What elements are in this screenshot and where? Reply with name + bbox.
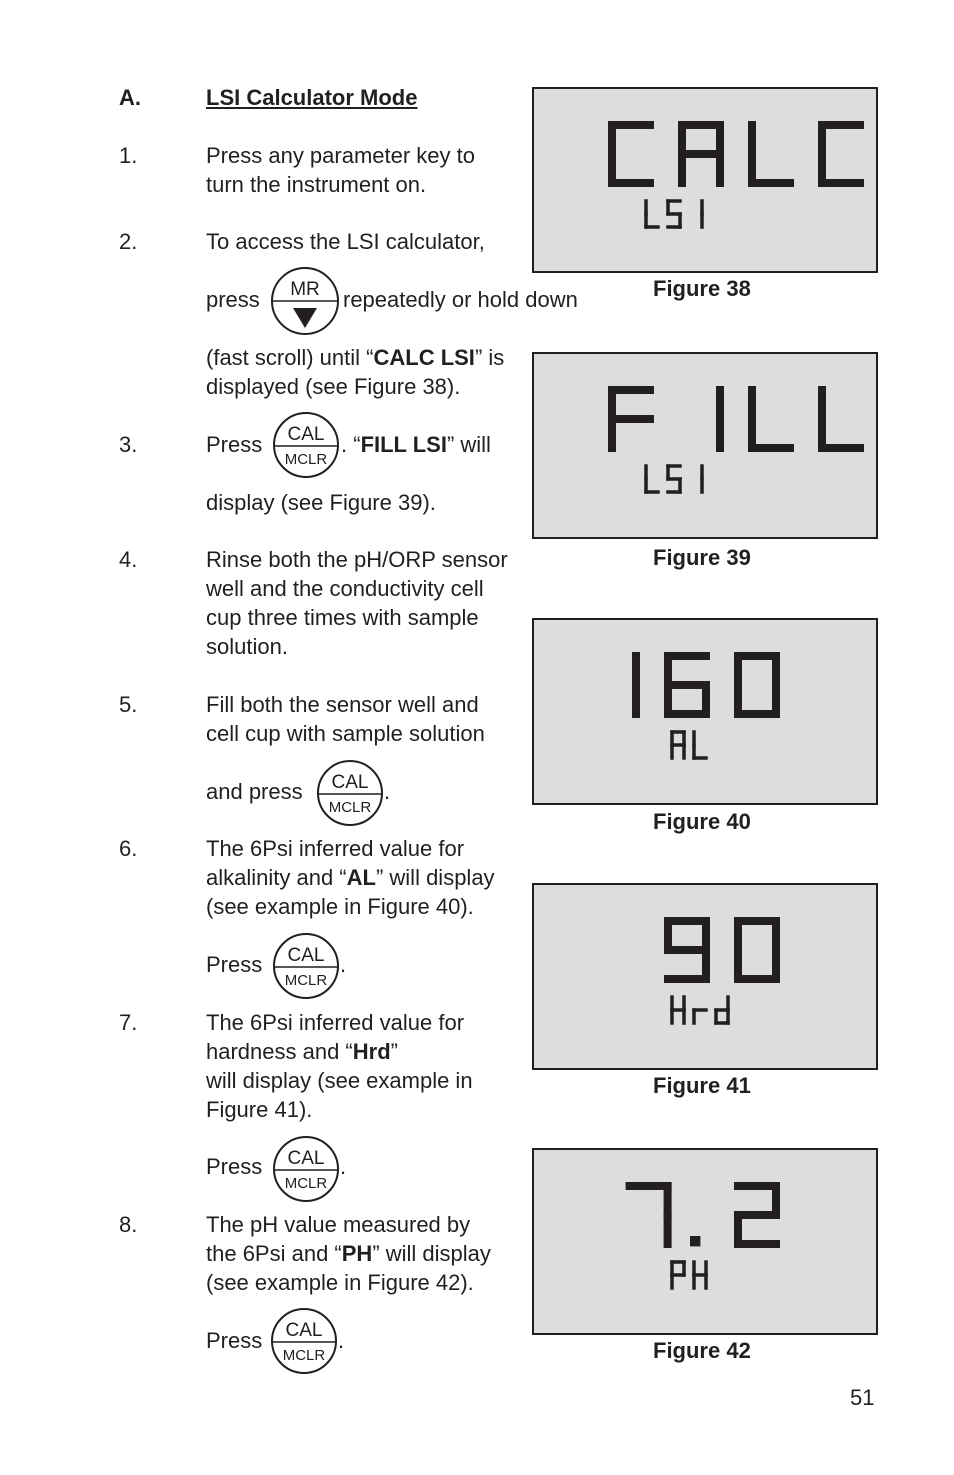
step-text: Rinse both the pH/ORP sensor [206,547,508,572]
step-text: . [338,1328,345,1353]
cal-key-icon [270,1307,338,1375]
step-text: will display (see example in [206,1068,473,1093]
lcd-readout [534,1150,876,1333]
lcd-display [532,618,878,805]
cal-key-icon [272,1135,340,1203]
step-text: alkalinity and “AL” will display [206,865,495,890]
cal-key-label: CAL [287,1148,325,1169]
step-text: The 6Psi inferred value for [206,836,465,861]
step-number: 7. [119,1010,138,1035]
step-text: Fill both the sensor well and [206,692,479,717]
cal-key-label: CAL [287,945,325,966]
lcd-display [532,352,878,539]
lcd-readout [534,885,876,1068]
mr-key-icon [270,266,340,336]
lcd-display [532,87,878,273]
lcd-readout [534,89,876,271]
lcd-display [532,1148,878,1335]
cal-key-icon [316,759,384,827]
step-text: press [206,287,260,312]
cal-key-label: CAL [331,772,369,793]
mclr-key-label: MCLR [284,451,328,468]
step-text: repeatedly or hold down [343,287,578,312]
step-text: displayed (see Figure 38). [206,374,461,399]
lcd-readout [534,620,876,803]
mclr-key-label: MCLR [284,972,328,989]
step-text: . “FILL LSI” will [341,432,491,457]
step-text: Press any parameter key to [206,143,476,168]
step-text: Press [206,1154,263,1179]
step-text: . [340,1154,347,1179]
mr-key-label: MR [290,279,320,300]
mclr-key-label: MCLR [284,1175,328,1192]
lcd-display [532,883,878,1070]
step-text: and press [206,779,303,804]
step-text: (see example in Figure 42). [206,1270,474,1295]
step-text: the 6Psi and “PH” will display [206,1241,491,1266]
step-text: turn the instrument on. [206,172,427,197]
step-number: 5. [119,692,138,717]
lcd-readout [534,354,876,537]
figure-caption: Figure 41 [653,1073,751,1098]
cal-key-icon [272,932,340,1000]
lcd-decimal-point [690,1236,700,1246]
step-number: 2. [119,229,138,254]
step-text: display (see Figure 39). [206,490,436,515]
step-text: Press [206,952,263,977]
step-number: 8. [119,1212,138,1237]
step-text: The 6Psi inferred value for [206,1010,465,1035]
figure-caption: Figure 42 [653,1338,751,1363]
section-letter: A. [119,85,141,110]
step-text: . [340,952,347,977]
step-text: cup three times with sample [206,605,479,630]
section-title: LSI Calculator Mode [206,85,418,110]
step-text: well and the conductivity cell [206,576,484,601]
cal-key-label: CAL [285,1320,323,1341]
page-number: 51 [850,1385,875,1410]
mclr-key-label: MCLR [328,799,372,816]
cal-key-label: CAL [287,424,325,445]
figure-caption: Figure 39 [653,545,751,570]
step-number: 6. [119,836,138,861]
step-number: 1. [119,143,138,168]
step-text: (see example in Figure 40). [206,894,474,919]
figure-caption: Figure 40 [653,809,751,834]
step-text: (fast scroll) until “CALC LSI” is [206,345,505,370]
step-text: To access the LSI calculator, [206,229,485,254]
cal-key-icon [272,411,340,479]
step-text: Figure 41). [206,1097,313,1122]
step-text: Press [206,432,263,457]
step-text: . [384,779,391,804]
step-text: cell cup with sample solution [206,721,485,746]
mclr-key-label: MCLR [282,1347,326,1364]
step-number: 3. [119,432,138,457]
step-text: Press [206,1328,263,1353]
step-text: solution. [206,634,288,659]
figure-caption: Figure 38 [653,276,751,301]
step-text: hardness and “Hrd” [206,1039,398,1064]
step-number: 4. [119,547,138,572]
step-text: The pH value measured by [206,1212,471,1237]
